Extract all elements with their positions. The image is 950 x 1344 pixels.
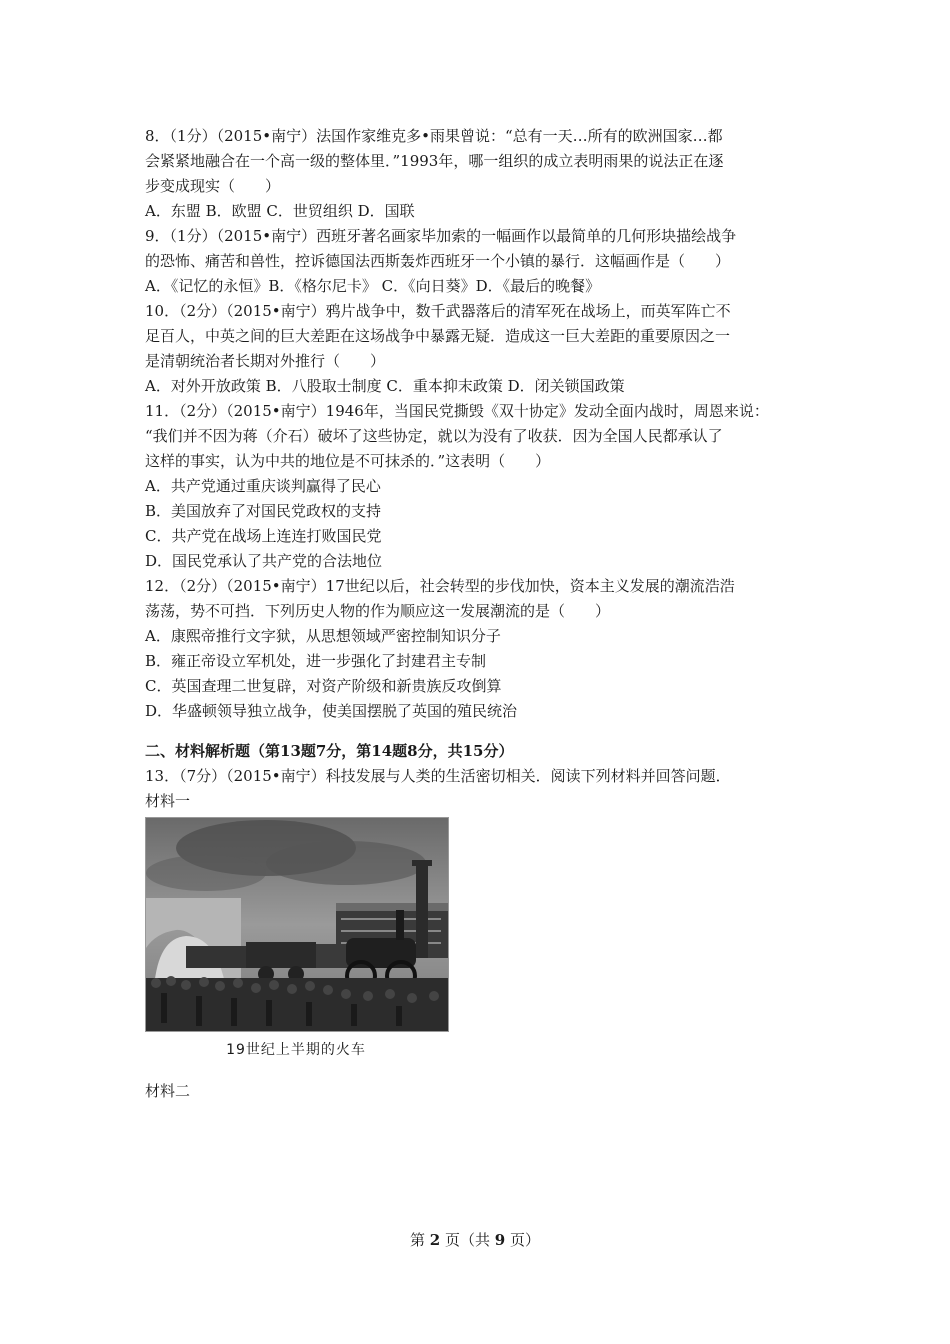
answer-option-c: C．共产党在战场上连连打败国民党 [145,527,382,545]
answer-option-b: B．雍正帝设立军机处，进一步强化了封建君主专制 [145,652,487,670]
material-2-label: 材料二 [145,1082,191,1100]
train-illustration [145,817,449,1032]
question-8 [145,124,815,224]
question-text: “我们并不因为蒋（介石）破坏了这些协定，就以为没有了收获．因为全国人民都承认了 [145,427,723,445]
answer-option-a: A．康熙帝推行文字狱，从思想领域严密控制知识分子 [145,627,501,645]
material-1-label: 材料一 [145,792,191,810]
question-text: 荡荡，势不可挡．下列历史人物的作为顺应这一发展潮流的是（ ） [145,602,611,620]
footer-suffix: 页） [505,1231,540,1249]
footer-middle: 页（共 [440,1231,495,1249]
answer-option-a: A．共产党通过重庆谈判赢得了民心 [145,477,381,495]
page-footer [0,1229,950,1250]
question-text: 8．（1分）（2015•南宁）法国作家维克多•雨果曾说：“总有一天…所有的欧洲国家…都 [145,127,723,145]
question-text: 的恐怖、痛苦和兽性，控诉德国法西斯轰炸西班牙一个小镇的暴行．这幅画作是（ ） [145,252,731,270]
question-text: 是清朝统治者长期对外推行（ ） [145,352,386,370]
question-text: 会紧紧地融合在一个高一级的整体里．”1993年，哪一组织的成立表明雨果的说法正在逐 [145,152,724,170]
answer-option-c: C．英国查理二世复辟，对资产阶级和新贵族反攻倒算 [145,677,502,695]
question-10 [145,299,815,399]
answer-options: A．对外开放政策 B．八股取士制度 C．重本抑末政策 D．闭关锁国政策 [145,377,625,395]
current-page-number: 2 [429,1231,441,1249]
question-13-text: 13．（7分）（2015•南宁）科技发展与人类的生活密切相关．阅读下列材料并回答问题． [145,767,731,785]
answer-option-d: D．国民党承认了共产党的合法地位 [145,552,383,570]
train-figure [145,817,447,1063]
question-text: 这样的事实，认为中共的地位是不可抹杀的．”这表明（ ） [145,452,551,470]
total-page-count: 9 [494,1231,506,1249]
question-text: 10．（2分）（2015•南宁）鸦片战争中，数千武器落后的清军死在战场上，而英军阵亡不 [145,302,731,320]
question-text: 12．（2分）（2015•南宁）17世纪以后，社会转型的步伐加快，资本主义发展的潮流浩浩 [145,577,735,595]
footer-prefix: 第 [410,1231,430,1249]
question-text: 9．（1分）（2015•南宁）西班牙著名画家毕加索的一幅画作以最简单的几何形块描绘战争 [145,227,737,245]
figure-caption: 19世纪上半期的火车 [226,1042,366,1058]
question-text: 11．（2分）（2015•南宁）1946年，当国民党撕毁《双十协定》发动全面内战时，周恩来说： [145,402,769,420]
answer-option-d: D．华盛顿领导独立战争，使美国摆脱了英国的殖民统治 [145,702,518,720]
question-text: 足百人，中英之间的巨大差距在这场战争中暴露无疑．造成这一巨大差距的重要原因之一 [145,327,731,345]
section-heading: 二、材料解析题（第13题7分，第14题8分，共15分） [145,742,514,760]
page-content [145,124,815,1104]
answer-option-b: B．美国放弃了对国民党政权的支持 [145,502,382,520]
question-11 [145,399,815,574]
question-9 [145,224,815,299]
answer-options: A．东盟 B．欧盟 C．世贸组织 D．国联 [145,202,415,220]
answer-options: A．《记忆的永恒》B．《格尔尼卡》 C．《向日葵》D．《最后的晚餐》 [145,277,601,295]
question-text: 步变成现实（ ） [145,177,281,195]
question-12 [145,574,815,724]
